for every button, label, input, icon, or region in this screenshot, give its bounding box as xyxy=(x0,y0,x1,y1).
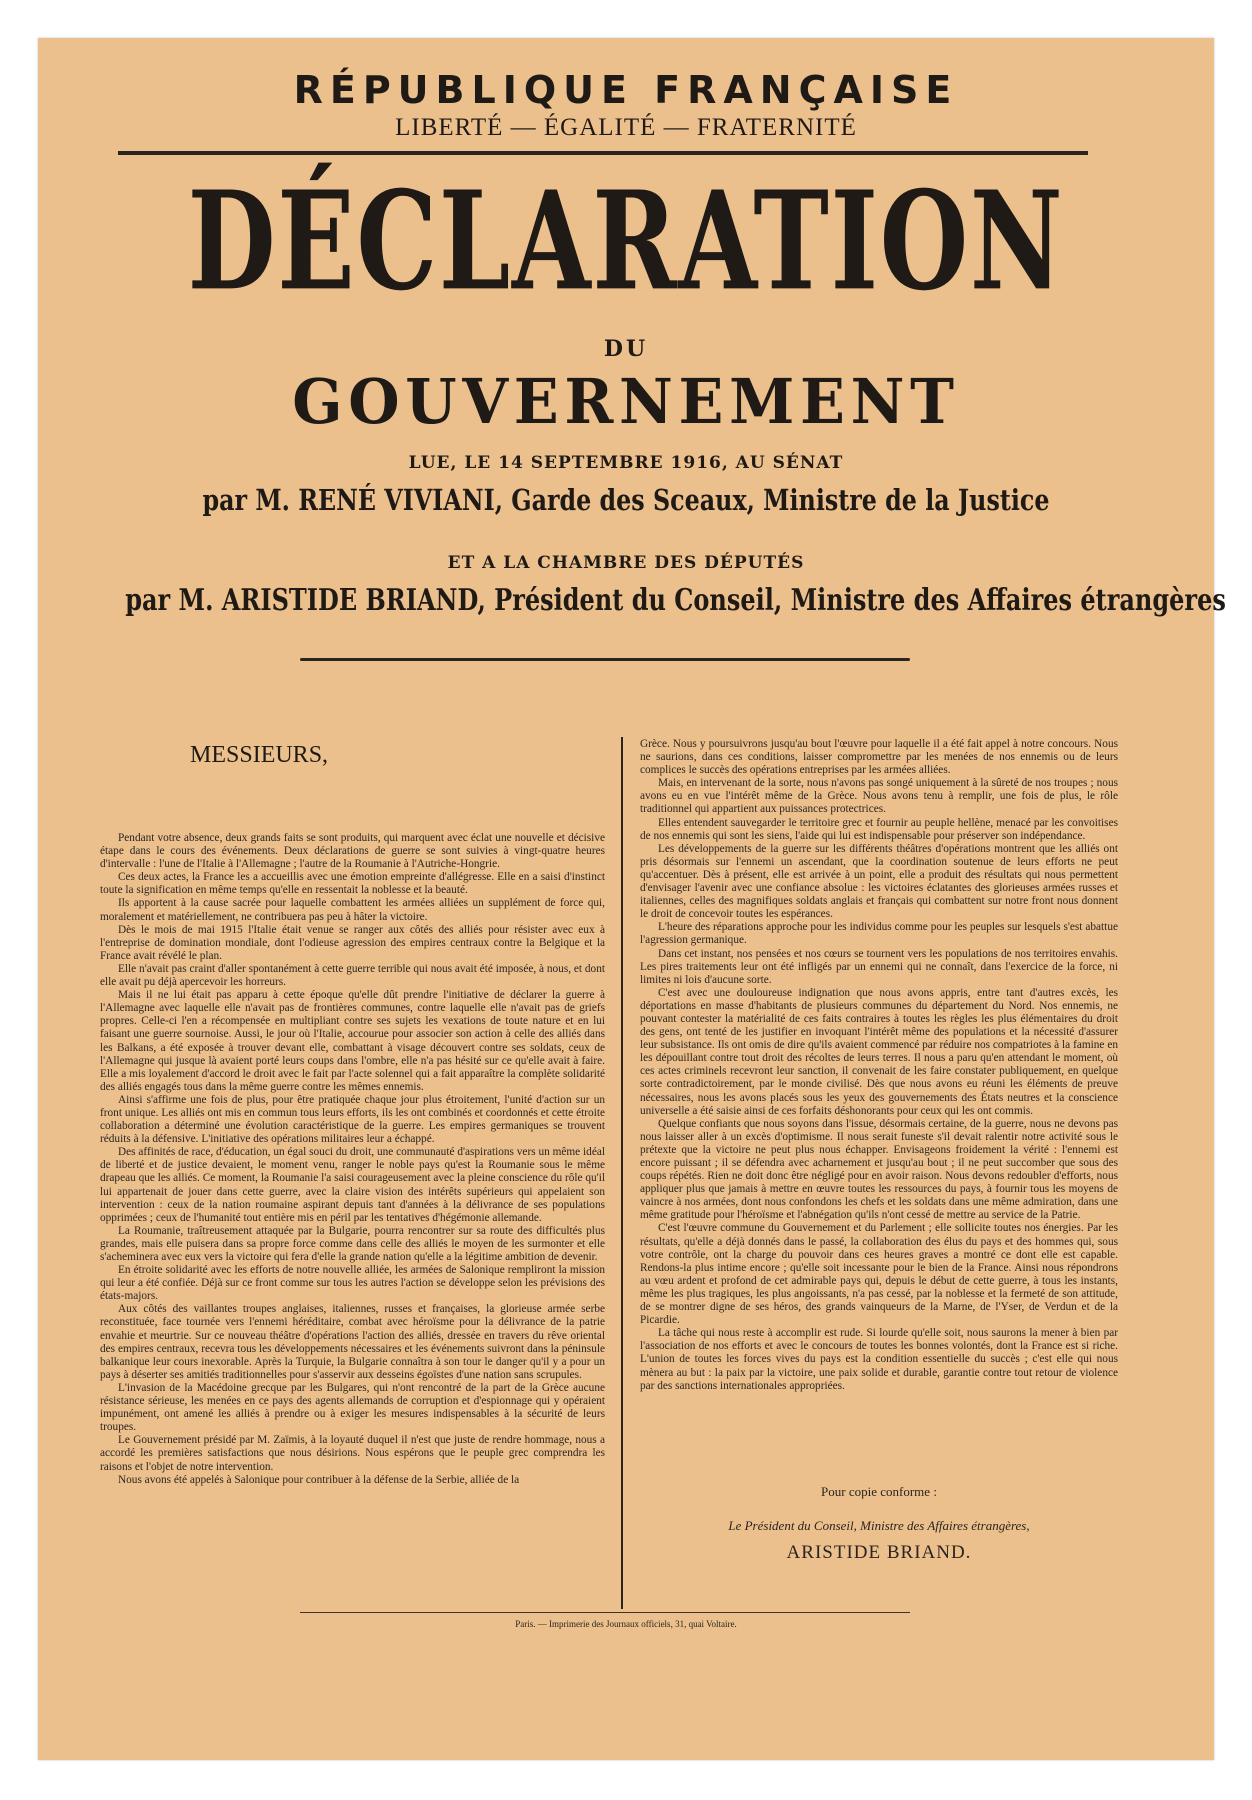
main-title: DÉCLARATION xyxy=(187,160,1065,321)
paragraph: Mais il ne lui était pas apparu à cette époque qu'elle dût prendre l'initiative de déclarer la guerre à l'Allemagne avec laquelle elle n'avait pas de frontières communes, contre laquelle elle n'avait pas de griefs propres. Celle-ci l'en a récompensée en multipliant contre ses sujets les vexations de toute nature et en lui faisant une guerre sournoise. Aussi, le jour où l'Italie, accourue pour associer son action à celle des alliés dans les Balkans, a été exposée à trouver devant elle, combattant à visage découvert contre ses soldats, ceux de l'Allemagne qui jusque là avaient porté leurs coups dans l'ombre, elle n'a pas hésité sur ce qu'elle avait à faire. Elle a mis loyalement d'accord le droit avec le fait par l'acte solennel qui a fait apparaître la complète solidarité des alliés engagés tous dans la même guerre contre les mêmes ennemis. xyxy=(100,989,605,1093)
paragraph: L'invasion de la Macédoine grecque par les Bulgares, qui n'ont rencontré de la part de la Grèce aucune résistance sérieuse, les menées en ce pays des agents allemands de corruption et d'espionnage qui y opéraient impunément, ont amené les alliés à prendre ou à exiger les mesures indispensables à la sécurité de leurs troupes. xyxy=(100,1381,605,1434)
title-divider xyxy=(300,658,910,661)
left-column xyxy=(100,832,605,1487)
paragraph: Elle n'avait pas craint d'aller spontanément à cette guerre terrible qui nous avait été imposée, à nous, et dont elle avait pu déjà apercevoir les horreurs. xyxy=(100,962,605,989)
paragraph: Les développements de la guerre sur les différents théâtres d'opérations montrent que les alliés ont pris désormais sur l'ennemi un ascendant, que la coordination soutenue de leurs efforts ne peut qu'accentuer. Dès à présent, elle est arrivée à un point, elle a produit des résultats qui nous permettent d'envisager l'avenir avec une confiance absolue : les victoires éclatantes des glorieuses armées russes et italiennes, celles des magnifiques soldats anglais et français qui combattent sur notre front nous donnent le droit de concevoir toutes les espérances. xyxy=(640,842,1118,921)
printer-imprint: Paris. — Imprimerie des Journaux officiels, 31, quai Voltaire. xyxy=(515,1619,737,1629)
senate-line: LUE, LE 14 SEPTEMBRE 1916, AU SÉNAT xyxy=(408,453,844,473)
paragraph: Ainsi s'affirme une fois de plus, pour être pratiquée chaque jour plus étroitement, l'unité d'action sur un front unique. Les alliés ont mis en commun tous leurs efforts, ils les ont combinés et coordonnés et cette étroite collaboration a déterminé une évolution caractéristique de la guerre. Les empires germaniques se trouvent réduits à la défensive. L'initiative des opérations militaires leur a échappé. xyxy=(100,1093,605,1146)
paragraph: En étroite solidarité avec les efforts de notre nouvelle alliée, les armées de Salonique rempliront la mission qui leur a été confiée. Déjà sur ce front comme sur tous les autres l'action se développe selon les prévisions des états-majors. xyxy=(100,1264,605,1303)
paragraph: Dans cet instant, nos pensées et nos cœurs se tournent vers les populations de nos territoires envahis. Les pires traitements leur ont été infligés par un ennemi qui ne connaît, dans l'exercice de la force, ni limites ni lois d'aucune sorte. xyxy=(640,947,1118,986)
salutation: MESSIEURS, xyxy=(190,742,329,768)
viviani-line: par M. RENÉ VIVIANI, Garde des Sceaux, Ministre de la Justice xyxy=(202,483,1050,517)
paragraph: L'heure des réparations approche pour les individus comme pour les peuples sur lesquels s'est abattue l'agression germanique. xyxy=(640,921,1118,947)
copy-certified: Pour copie conforme : xyxy=(821,1484,937,1499)
column-divider xyxy=(621,737,623,1609)
paragraph: Elles entendent sauvegarder le territoire grec et fournir au peuple hellène, menacé par les convoitises de nos ennemis qui sont les siens, l'aide qui lui est indispensable pour préserver son indépendance. xyxy=(640,816,1118,842)
chamber-line: ET A LA CHAMBRE DES DÉPUTÉS xyxy=(447,553,805,573)
title-du: DU xyxy=(603,336,649,362)
subtitle: GOUVERNEMENT xyxy=(292,365,960,438)
paragraph: La Roumanie, traîtreusement attaquée par la Bulgarie, pourra rencontrer sur sa route des difficultés plus grandes, mais elle puisera dans sa propre force comme dans celle des alliés le moyen de les surmonter et elle s'acheminera avec eux vers la victoire qui fera d'elle la grande nation qu'elle a la légitime ambition de devenir. xyxy=(100,1224,605,1263)
briand-line: par M. ARISTIDE BRIAND, Président du Conseil, Ministre des Affaires étrangères xyxy=(125,583,1226,618)
paragraph: La tâche qui nous reste à accomplir est rude. Si lourde qu'elle soit, nous saurons la mener à bien par l'association de nos efforts et avec le concours de toutes les bonnes volontés, dont la France est si riche. L'union de toutes les forces vives du pays est la condition essentielle du succès ; c'est elle qui nous mènera au but : la paix par la victoire, une paix solide et durable, garantie contre tout retour de violence par des sanctions internationales appropriées. xyxy=(640,1327,1118,1392)
paragraph: Quelque confiants que nous soyons dans l'issue, désormais certaine, de la guerre, nous ne devons pas nous laisser aller à un excès d'optimisme. Il nous serait funeste s'il devait ralentir notre activité sous le prétexte que la victoire ne peut plus nous échapper. Envisageons froidement la vérité : l'ennemi est encore puissant ; il se défendra avec acharnement et jusqu'au bout ; il ne peut succomber que sous des coups répétés. Rien ne doit donc être négligé pour en avoir raison. Nous devons redoubler d'efforts, nous appliquer plus que jamais à mettre en œuvre toutes les ressources du pays, à fournir tous les moyens de vaincre à nos armées, dont nous confondons les chefs et les soldats dans une même admiration, dans une même gratitude pour l'héroïsme et l'abnégation qu'ils n'ont cessé de mettre au service de la Patrie. xyxy=(640,1117,1118,1222)
paragraph: Nous avons été appelés à Salonique pour contribuer à la défense de la Serbie, alliée de la xyxy=(118,1473,520,1486)
paragraph: Ils apportent à la cause sacrée pour laquelle combattent les armées alliées un supplément de force qui, moralement et matériellement, ne contribuera pas peu à hâter la victoire. xyxy=(100,897,605,923)
paragraph: Des affinités de race, d'éducation, un égal souci du droit, une communauté d'aspirations vers un même idéal de liberté et de justice devaient, le moment venu, ranger le noble pays qu'est la Roumanie sous le même drapeau que les alliés. Ce moment, la Roumanie l'a saisi courageusement avec la pleine conscience du rôle qu'il lui appartenait de jouer dans cette guerre, avec la claire vision des intérêts supérieurs qui appelaient son intervention : ceux de la nation roumaine aspirant depuis tant d'années à la délivrance de ses populations opprimées ; ceux de l'humanité tout entière mis en péril par les tentatives d'hégémonie allemande. xyxy=(100,1146,605,1224)
paragraph: Pendant votre absence, deux grands faits se sont produits, qui marquent avec éclat une nouvelle et décisive étape dans le cours des événements. Deux déclarations de guerre se sont suivies à vingt-quatre heures d'intervalle : l'une de l'Italie à l'Allemagne ; l'autre de la Roumanie à l'Autriche-Hongrie. xyxy=(100,832,605,871)
paragraph: C'est l'œuvre commune du Gouvernement et du Parlement ; elle sollicite toutes nos énergies. Par les résultats, qu'elle a déjà donnés dans le passé, la collaboration des élus du pays et des hommes qui, sous votre contrôle, ont la charge du pouvoir dans ces heures graves a montré ce dont elle est capable. Rendons-la plus intime encore ; qu'elle soit incessante pour le bien de la France. Ainsi nous répondrons au vœu ardent et profond de cet admirable pays qui, depuis le début de cette guerre, à tous les instants, même les plus tragiques, les plus angoissants, n'a pas cessé, par la noblesse et la fermeté de son attitude, de se montrer digne de ses héros, des grands vainqueurs de la Marne, de l'Yser, de Verdun et de la Picardie. xyxy=(640,1222,1118,1327)
republic-heading: RÉPUBLIQUE FRANÇAISE xyxy=(293,68,959,112)
paragraph: Ces deux actes, la France les a accueillis avec une émotion empreinte d'allégresse. Elle en a saisi d'instinct toute la signification en même temps qu'elle en ressentait la noblesse et la beauté. xyxy=(100,871,605,897)
paragraph: Le Gouvernement présidé par M. Zaïmis, à la loyauté duquel il n'est que juste de rendre hommage, nous a accordé les premières satisfactions que nous désirions. Nous espérons que le peuple grec comprendra les raisons et l'objet de notre intervention. xyxy=(100,1434,605,1473)
paragraph: Grèce. Nous y poursuivrons jusqu'au bout l'œuvre pour laquelle il a été fait appel à notre concours. Nous ne saurions, dans ces conditions, laisser compromettre par les menées de nos ennemis ou de leurs complices le succès des opérations entreprises par les armées alliées. xyxy=(640,738,1118,777)
paragraph: Mais, en intervenant de la sorte, nous n'avons pas songé uniquement à la sûreté de nos troupes ; nous avons eu en vue l'intérêt même de la Grèce. Nous avons tenu à remplir, une fois de plus, le rôle traditionnel qui appartient aux puissances protectrices. xyxy=(640,777,1118,816)
paragraph: Dès le mois de mai 1915 l'Italie était venue se ranger aux côtés des alliés pour résister avec eux à l'entreprise de domination mondiale, dont l'odieuse agression des empires centraux contre la Belgique et la France avait révélé le plan. xyxy=(100,923,605,962)
motto: LIBERTÉ — ÉGALITÉ — FRATERNITÉ xyxy=(395,114,857,141)
footer-rule xyxy=(300,1612,910,1613)
paragraph: C'est avec une douloureuse indignation que nous avons appris, entre tant d'autres excès, les déportations en masse d'habitants de plusieurs communes du département du Nord. Nos ennemis, ne pouvant contester la matérialité de ces faits contraires à toutes les règles les plus élémentaires du droit des gens, ont tenté de les justifier en invoquant l'intérêt même des populations et la nécessité d'assurer leur subsistance. Ils ont omis de dire qu'ils avaient commencé par réduire nos compatriotes à la famine en les dépouillant contre tout droit des récoltes de leurs terres. Il nous a paru qu'en attendant le moment, où ces actes criminels recevront leur sanction, il convenait de les faire constater publiquement, en quelque sorte contradictoirement, par le monde civilisé. Dès que nous avons eu réuni les éléments de preuve nécessaires, nous les avons placés sous les yeux des gouvernements des États neutres et la conscience universelle a été saisie ainsi de ces forfaits déshonorants pour ceux qui les ont commis. xyxy=(640,986,1118,1117)
right-column xyxy=(640,738,1118,1393)
signature: ARISTIDE BRIAND. xyxy=(786,1542,972,1563)
paragraph: Aux côtés des vaillantes troupes anglaises, italiennes, russes et françaises, la glorieuse armée serbe reconstituée, face tournée vers l'ennemi héréditaire, combat avec héroïsme pour la délivrance de la patrie envahie et meurtrie. Sur ce nouveau théâtre d'opérations l'action des alliés, dressée en travers du rêve oriental des empires centraux, recevra tous les développements nécessaires et les événements suivront dans la péninsule balkanique leur cours inexorable. Après la Turquie, la Bulgarie connaîtra à son tour le danger qu'il y a pour un pays à déserter ses amitiés traditionnelles pour s'asservir aux desseins égoïstes d'une nation sans scrupules. xyxy=(100,1303,605,1381)
signatory-title: Le Président du Conseil, Ministre des Affaires étrangères, xyxy=(728,1518,1030,1533)
